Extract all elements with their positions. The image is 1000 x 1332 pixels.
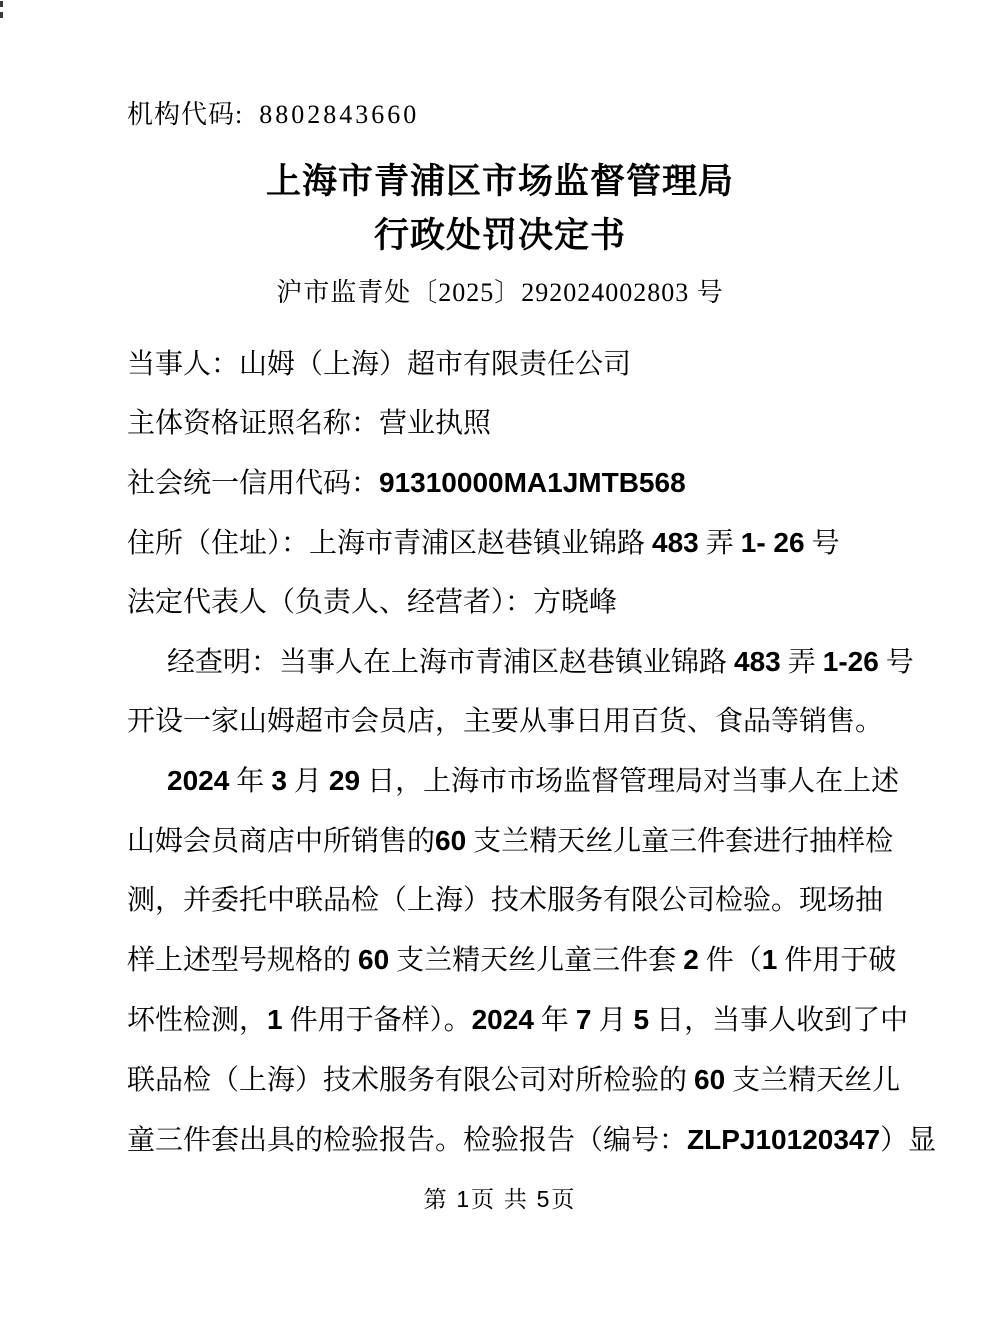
body-line: 山姆会员商店中所销售的60 支兰精天丝儿童三件套进行抽样检 [127,825,894,857]
page-number-footer: 第 1页 共 5页 [423,1186,577,1212]
body-line: 样上述型号规格的 60 支兰精天丝儿童三件套 2 件（1 件用于破 [127,944,897,976]
body-line: 经查明：当事人在上海市青浦区赵巷镇业锦路 483 弄 1-26 号 [167,646,914,678]
body-line: 联品检（上海）技术服务有限公司对所检验的 60 支兰精天丝儿 [127,1064,901,1096]
org-code-value: 8802843660 [259,100,420,129]
legal-rep-line: 法定代表人（负责人、经营者）：方晓峰 [127,587,618,618]
scan-artifact [0,1,3,7]
org-code-line [127,100,873,130]
document-title-type: 行政处罚决定书 [373,216,626,255]
body-line: 童三件套出具的检验报告。检验报告（编号：ZLPJ10120347）显 [127,1124,937,1156]
body-line: 开设一家山姆超市会员店，主要从事日用百货、食品等销售。 [127,706,884,737]
party-name-line: 当事人：山姆（上海）超市有限责任公司 [127,349,632,380]
body-line: 2024 年 3 月 29 日，上海市市场监督管理局对当事人在上述 [167,765,900,797]
document-title-authority: 上海市青浦区市场监督管理局 [265,162,734,201]
org-code-label: 机构代码: [127,100,244,129]
address-line: 住所（住址）：上海市青浦区赵巷镇业锦路 483 弄 1- 26 号 [127,527,840,559]
scan-artifact [0,12,3,18]
body-line: 测，并委托中联品检（上海）技术服务有限公司检验。现场抽 [127,885,884,916]
license-name-line: 主体资格证照名称：营业执照 [127,408,492,439]
doc-number: 沪市监青处〔2025〕292024002803 号 [276,278,724,307]
credit-code-line: 社会统一信用代码：91310000MA1JMTB568 [127,467,686,499]
party-info-block [127,335,873,632]
findings-block [127,632,937,1170]
body-line: 坏性检测，1 件用于备样）。2024 年 7 月 5 日，当事人收到了中 [127,1004,909,1036]
